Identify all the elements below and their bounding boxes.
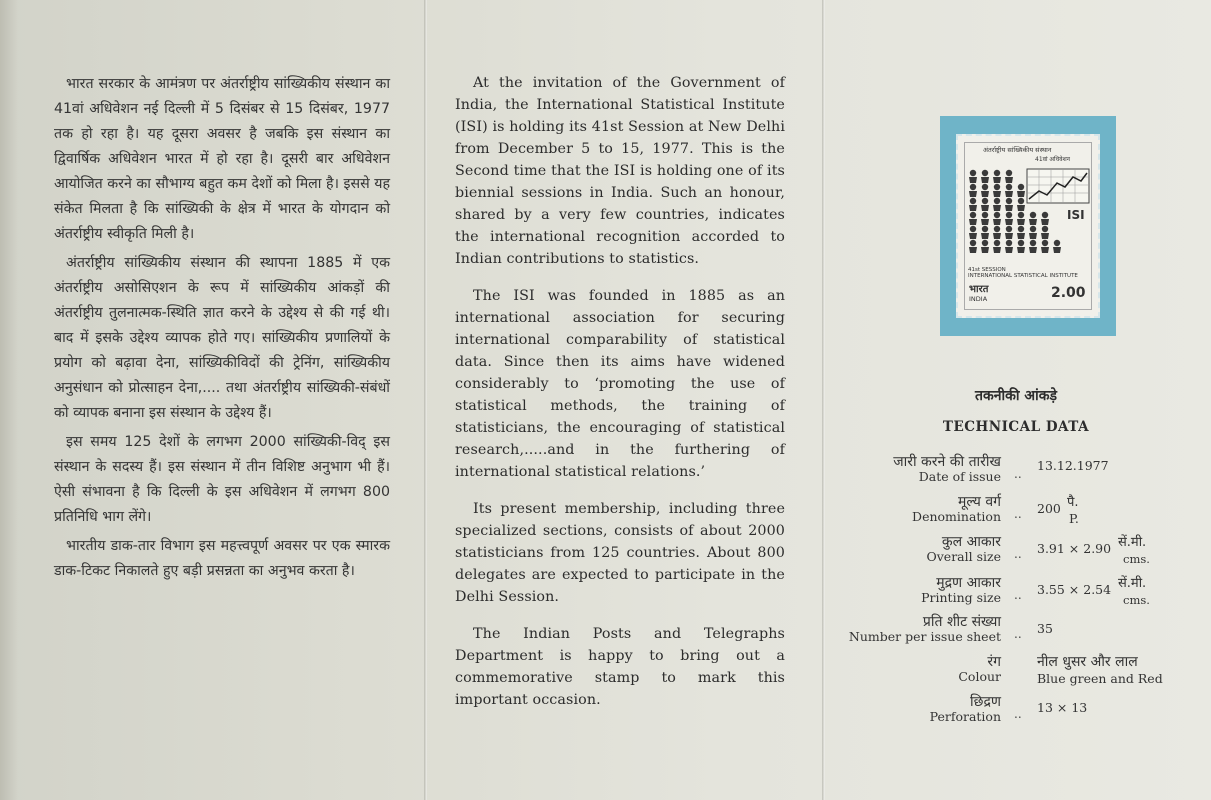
stamp-value: 2.00 bbox=[1051, 285, 1086, 301]
stamp-hindi-session: 41वां अधिवेशन bbox=[1035, 156, 1071, 163]
tech-label-english: Colour bbox=[958, 669, 1001, 684]
tech-row-colour bbox=[838, 652, 1198, 692]
tech-label-english: Overall size bbox=[926, 549, 1001, 564]
leader-dots: .. bbox=[1014, 507, 1022, 521]
tech-unit-hindi: सें.मी. bbox=[1118, 576, 1147, 591]
tech-unit-english: cms. bbox=[1123, 593, 1150, 607]
tech-label-hindi: प्रति शीट संख्या bbox=[922, 614, 1001, 630]
tech-row-date bbox=[838, 452, 1198, 492]
population-figures bbox=[970, 170, 1012, 176]
postage-stamp bbox=[956, 134, 1100, 318]
leader-dots: .. bbox=[1014, 707, 1022, 721]
tech-label-hindi: जारी करने की तारीख bbox=[893, 454, 1001, 470]
stamp-institute-en: INTERNATIONAL STATISTICAL INSTITUTE bbox=[968, 273, 1078, 279]
hindi-paragraph-1: भारत सरकार के आमंत्रण पर अंतर्राष्ट्रीय सांख्यिकीय संस्थान का 41वां अधिवेशन नई दिल्ली में 5 दिसंबर से 15 दिसंबर, 1977 तक हो रहा है। यह दूसरा अवसर है जबकि इस संस्थान का द्विवार्षिक अधिवेशन भारत में हो रहा है। दूसरी बार अधिवेशन आयोजित करने का सौभाग्य बहुत कम देशों को मिला है। इससे यह संकेत मिलता है कि सांख्यिकी के क्षेत्र में भारत के योगदान को अंतर्राष्ट्रीय स्वीकृति मिली है। bbox=[54, 76, 390, 242]
tech-label-english: Date of issue bbox=[918, 469, 1001, 484]
fold-line-2 bbox=[822, 0, 825, 800]
tech-unit-hindi: पै. bbox=[1067, 495, 1079, 510]
tech-label-english: Denomination bbox=[912, 509, 1001, 524]
isi-logo: ISI bbox=[1067, 208, 1085, 222]
english-paragraph-2: The ISI was founded in 1885 as an international association for securing international comparability of statistical data. Since then its aims have widened considerably to ‘promoting the use of statistical methods, the training of statisticians, the encouraging of statistical research,.....and in the furthering of international statistical relations.’ bbox=[455, 288, 785, 480]
tech-label-hindi: छिद्रण bbox=[970, 694, 1001, 710]
tech-value-english: Blue green and Red bbox=[1037, 671, 1163, 686]
tech-value: 13.12.1977 bbox=[1037, 458, 1109, 473]
tech-label-hindi: मुद्रण आकार bbox=[936, 575, 1001, 591]
tech-unit-english: P. bbox=[1069, 511, 1079, 526]
english-paragraph-3: Its present membership, including three specialized sections, consists of about 2000 statisticians from 125 countries. About 800 delegates are expected to participate in the Delhi Session. bbox=[455, 501, 785, 605]
technical-heading-english: TECHNICAL DATA bbox=[942, 419, 1090, 435]
tech-value-hindi: नील धुसर और लाल bbox=[1037, 654, 1138, 670]
stamp-india: INDIA bbox=[969, 295, 988, 303]
tech-label-english: Perforation bbox=[929, 709, 1001, 724]
stamp-design bbox=[964, 142, 1092, 310]
tech-label-english: Printing size bbox=[921, 590, 1001, 605]
hindi-paragraph-3: इस समय 125 देशों के लगभग 2000 सांख्यिकी-विद् इस संस्थान के सदस्य हैं। इस संस्थान में तीन विशिष्ट अनुभाग भी हैं। ऐसी संभावना है कि दिल्ली के इस अधिवेशन में लगभग 800 प्रतिनिधि भाग लेंगे। bbox=[54, 434, 390, 525]
tech-label-hindi: रंग bbox=[987, 654, 1001, 670]
stamp-bharat: भारत bbox=[969, 284, 989, 295]
leader-dots: .. bbox=[1014, 588, 1022, 602]
leader-dots: .. bbox=[1014, 627, 1022, 641]
stamp-session-label bbox=[968, 267, 1078, 279]
tech-value: 3.55 × 2.54 bbox=[1037, 582, 1112, 597]
english-paragraph-4: The Indian Posts and Telegraphs Department is happy to bring out a commemorative stamp to mark this important occasion. bbox=[455, 626, 785, 708]
tech-row-per-sheet bbox=[838, 612, 1198, 652]
tech-label-english: Number per issue sheet bbox=[848, 629, 1001, 644]
leader-dots: .. bbox=[1014, 547, 1022, 561]
english-text-column bbox=[455, 72, 785, 726]
tech-value: 3.91 × 2.90 bbox=[1037, 541, 1112, 556]
stamp-artwork bbox=[967, 165, 1095, 265]
left-edge-shadow bbox=[0, 0, 18, 800]
tech-label-hindi: मूल्य वर्ग bbox=[957, 494, 1001, 510]
stamp-mount bbox=[940, 116, 1116, 336]
leader-dots: .. bbox=[1014, 467, 1022, 481]
tech-label-hindi: कुल आकार bbox=[941, 534, 1001, 550]
tech-value: 13 × 13 bbox=[1037, 700, 1088, 715]
hindi-text-column bbox=[54, 72, 390, 588]
tech-row-overall-size bbox=[838, 532, 1198, 572]
tech-row-printing-size bbox=[838, 573, 1198, 613]
english-paragraph-1: At the invitation of the Government of India, the International Statistical Institute (ISI) is holding its 41st Session at New Delhi from December 5 to 15, 1977. This is the Second time that the ISI is holding one of its biennial sessions in India. Such an honour, shared by a very few countries, indicates the international recognition accorded to Indian contributions to statistics. bbox=[455, 75, 785, 267]
graph-chart-icon bbox=[1027, 169, 1089, 203]
tech-row-perforation bbox=[838, 692, 1198, 732]
tech-value: 35 bbox=[1037, 621, 1053, 636]
hindi-paragraph-4: भारतीय डाक-तार विभाग इस महत्त्वपूर्ण अवसर पर एक स्मारक डाक-टिकट निकालते हुए बड़ी प्रसन्नता का अनुभव करता है। bbox=[54, 538, 390, 579]
hindi-paragraph-2: अंतर्राष्ट्रीय सांख्यिकीय संस्थान की स्थापना 1885 में एक अंतर्राष्ट्रीय असोसिएशन के रूप में सांख्यिकीय आंकड़ों की अंतर्राष्ट्रीय तुलनात्मक-स्थिति ज्ञात करने के उद्देश्य से की गई थी। बाद में इसके उद्देश्य व्यापक होते गए। सांख्यिकीय प्रणालियों के प्रयोग को बढ़ावा देना, सांख्यिकीविदों की ट्रेनिंग, सांख्यिकीय अनुसंधान को प्रोत्साहन देना,.... तथा अंतर्राष्ट्रीय सांख्यिकी-संबंधों को व्यापक बनाना इस संस्थान के उद्देश्य हैं। bbox=[54, 255, 390, 421]
stamp-hindi-title: अंतर्राष्ट्रीय सांख्यिकीय संस्थान bbox=[983, 146, 1052, 154]
tech-unit-english: cms. bbox=[1123, 552, 1150, 566]
tech-value: 200 bbox=[1037, 501, 1061, 516]
fold-line-1 bbox=[424, 0, 427, 800]
technical-heading-hindi: तकनीकी आंकड़े bbox=[975, 388, 1057, 404]
tech-row-denomination bbox=[838, 492, 1198, 532]
tech-unit-hindi: सें.मी. bbox=[1118, 535, 1147, 550]
stamp-session-en: 41st SESSION bbox=[968, 267, 1006, 273]
